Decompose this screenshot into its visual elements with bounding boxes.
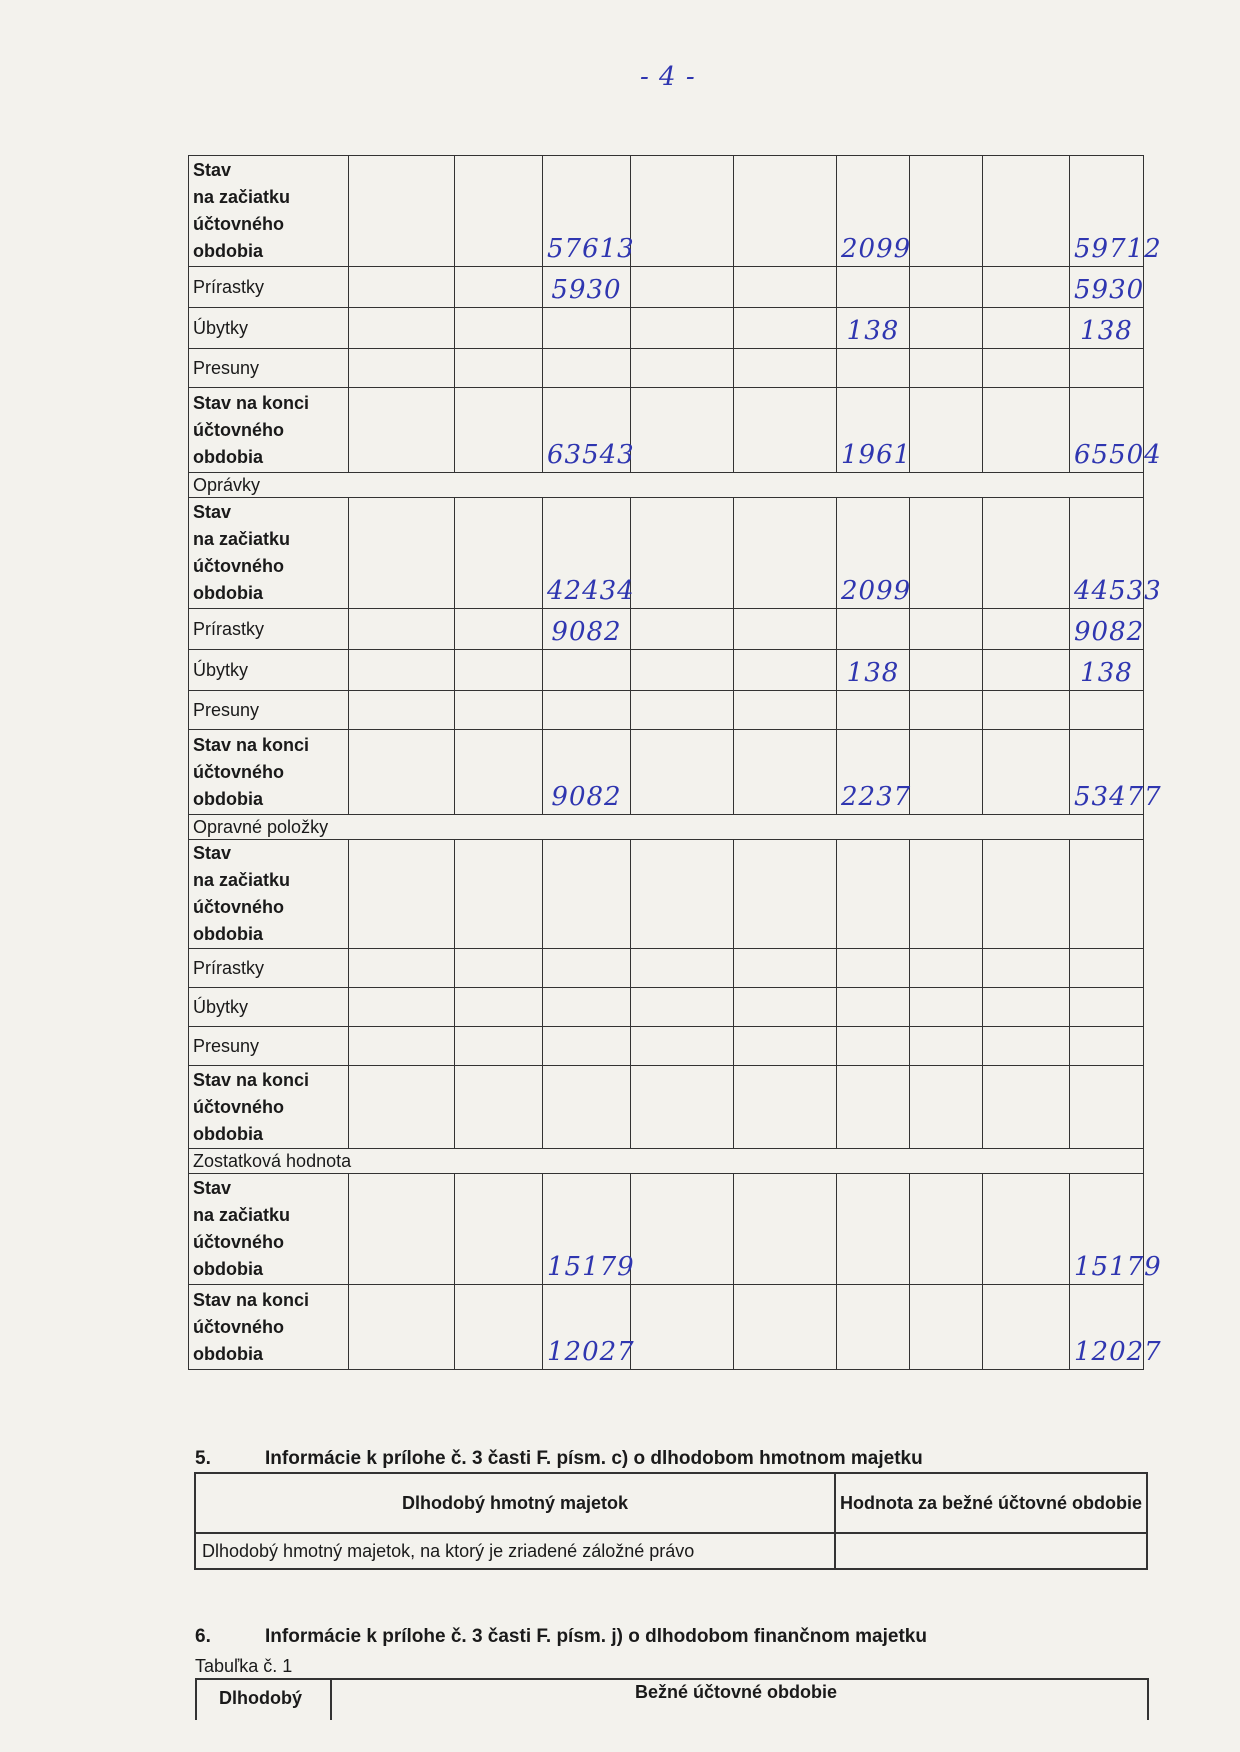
table-cell [837,840,910,949]
table-cell [349,840,455,949]
table-cell [543,609,631,650]
table-cell [837,1174,910,1285]
table-cell [983,609,1070,650]
table-cell [455,840,543,949]
table-cell [734,949,837,988]
table-cell [1070,691,1144,730]
row-label-prirastky: Prírastky [189,267,349,308]
table-cell [455,388,543,473]
value-cell: 1961 [841,440,912,470]
section6-table-header [195,1678,1149,1720]
table-row [189,609,1144,650]
table-cell [910,949,983,988]
table-cell [631,730,734,815]
table-cell [910,156,983,267]
row-label-stav-konci: Stav na konci účtovného obdobia [189,388,349,473]
table-cell [983,498,1070,609]
table-cell [910,609,983,650]
table-cell [631,1285,734,1370]
table-cell [631,988,734,1027]
table-cell [349,349,455,388]
table-cell [983,267,1070,308]
table-cell [734,691,837,730]
table-cell [983,730,1070,815]
table-cell [631,691,734,730]
table-cell [1070,1285,1162,1370]
row-label-presuny: Presuny [189,1027,349,1066]
row-label-prirastky: Prírastky [189,949,349,988]
table-cell [631,609,734,650]
table-row [189,1285,1144,1370]
table-cell [837,1066,910,1149]
table-cell [455,949,543,988]
table-cell [543,730,631,815]
table-row [189,650,1144,691]
value-cell: 53477 [1074,782,1162,812]
table-cell [543,988,631,1027]
value-cell: 9082 [551,782,622,812]
section-row [189,1149,1144,1174]
table-cell [349,308,455,349]
table-cell [983,349,1070,388]
table-cell [1070,840,1144,949]
table-cell [734,388,837,473]
table-cell [983,1285,1070,1370]
table-row [189,988,1144,1027]
table-cell [837,156,910,267]
row-label-stav-konci: Stav na konci účtovného obdobia [189,1285,349,1370]
table-cell [1070,650,1144,691]
table-cell [455,1174,543,1285]
table-cell [631,156,734,267]
value-cell: 65504 [1074,440,1162,470]
row-label-stav-zaciatok: Stav na začiatku účtovného obdobia [189,840,349,949]
row-label-stav-zaciatok: Stav na začiatku účtovného obdobia [189,1174,349,1285]
value-cell: 15179 [1074,1252,1162,1282]
section5-row-value [835,1533,1147,1569]
table-cell [455,1066,543,1149]
table-cell [631,267,734,308]
table-cell [455,730,543,815]
table-row [189,730,1144,815]
table-cell [983,949,1070,988]
section6-col-header-dlhodoby: Dlhodobý [219,1688,302,1708]
table-cell [455,498,543,609]
value-cell: 5930 [1074,275,1145,305]
table-cell [734,609,837,650]
table-cell [837,730,910,815]
table-cell [837,388,910,473]
table-cell [349,988,455,1027]
asset-movement-table [188,155,1162,1370]
table-row [189,267,1144,308]
table-cell [543,349,631,388]
section-row [189,815,1144,840]
table-cell [349,650,455,691]
table-cell [349,1174,455,1285]
table-cell [543,691,631,730]
value-cell: 12027 [547,1337,635,1367]
table-cell [349,609,455,650]
table-cell [910,988,983,1027]
table-cell [349,691,455,730]
table-cell [734,988,837,1027]
table-cell [543,650,631,691]
table-cell [631,349,734,388]
table-row [189,1174,1144,1285]
row-label-stav-zaciatok: Stav na začiatku účtovného obdobia [189,156,349,267]
table-cell [734,840,837,949]
table-cell [837,1285,910,1370]
table-cell [543,498,635,609]
table-cell [543,267,631,308]
table-cell [983,840,1070,949]
table-cell [734,156,837,267]
table-cell [455,650,543,691]
table-cell [455,156,543,267]
row-label-stav-konci: Stav na konci účtovného obdobia [189,1066,349,1149]
value-cell: 138 [1080,316,1133,346]
table-row [189,388,1144,473]
table-cell [910,498,983,609]
table-cell [1070,498,1162,609]
page-number: - 4 - [640,62,696,92]
table-cell [734,650,837,691]
table-cell [631,650,734,691]
table-row [189,1027,1144,1066]
table-cell [631,1027,734,1066]
table-cell [983,156,1070,267]
value-cell: 138 [846,658,900,688]
table-row [189,498,1144,609]
table-cell [734,498,837,609]
value-cell: 63543 [547,440,635,470]
table-row [189,691,1144,730]
value-cell: 9082 [551,617,622,647]
table-cell [543,308,631,349]
table-cell [837,949,910,988]
table-cell [837,1027,910,1066]
table-cell [983,691,1070,730]
row-label-ubytky: Úbytky [189,308,349,349]
table-cell [1070,349,1144,388]
table-cell [1070,1027,1144,1066]
table-cell [543,1285,635,1370]
section5-heading: 5. Informácie k prílohe č. 3 časti F. písm. c) o dlhodobom hmotnom majetku [195,1448,923,1469]
section5-table [194,1472,1148,1570]
table-cell [910,1027,983,1066]
table-cell [910,1285,983,1370]
value-cell: 12027 [1074,1337,1162,1367]
value-cell: 138 [1080,658,1133,688]
table-cell [837,691,910,730]
table-cell [349,388,455,473]
section5-col-header-asset: Dlhodobý hmotný majetok [195,1473,835,1533]
value-cell: 138 [846,316,900,346]
table-cell [631,388,734,473]
table-cell [543,156,635,267]
table-cell [837,308,910,349]
table-row [189,349,1144,388]
table-row [189,949,1144,988]
table-cell [349,267,455,308]
table-cell [983,1174,1070,1285]
value-cell: 59712 [1074,234,1162,264]
table-cell [734,1066,837,1149]
value-cell: 2099 [841,234,912,264]
section-heading-opravne-polozky: Opravné položky [189,815,1144,840]
table-cell [983,388,1070,473]
table-cell [837,609,910,650]
value-cell: 42434 [547,576,635,606]
table-cell [631,1066,734,1149]
table-cell [1070,267,1144,308]
table-cell [455,691,543,730]
table-cell [455,349,543,388]
table-cell [349,949,455,988]
table-cell [734,1174,837,1285]
table-cell [910,388,983,473]
table-cell [734,1027,837,1066]
table-cell [455,609,543,650]
table-cell [631,840,734,949]
table-caption: Tabuľka č. 1 [195,1656,293,1676]
table-cell [543,1174,635,1285]
section5-col-header-value: Hodnota za bežné účtovné obdobie [835,1473,1147,1533]
table-cell [910,308,983,349]
table-cell [983,1027,1070,1066]
table-cell [543,949,631,988]
table-cell [455,988,543,1027]
table-cell [631,1174,734,1285]
table-cell [910,650,983,691]
table-cell [837,267,910,308]
row-label-presuny: Presuny [189,691,349,730]
section-row [189,473,1144,498]
section-heading-zostatkova-hodnota: Zostatková hodnota [189,1149,1144,1174]
table-cell [349,1285,455,1370]
value-cell: 44533 [1074,576,1162,606]
table-cell [1070,988,1144,1027]
section5-row-label: Dlhodobý hmotný majetok, na ktorý je zriadené záložné právo [195,1533,835,1569]
table-cell [983,988,1070,1027]
table-cell [543,840,631,949]
table-cell [910,730,983,815]
table-cell [543,388,635,473]
table-cell [983,1066,1070,1149]
row-label-ubytky: Úbytky [189,650,349,691]
table-cell [1070,730,1162,815]
table-cell [837,498,910,609]
table-cell [455,308,543,349]
table-cell [910,840,983,949]
table-cell [1070,1066,1144,1149]
value-cell: 15179 [547,1252,635,1282]
section-heading-opravky: Oprávky [189,473,1144,498]
table-cell [837,349,910,388]
table-cell [734,308,837,349]
table-cell [1070,949,1144,988]
section6-heading: 6. Informácie k prílohe č. 3 časti F. písm. j) o dlhodobom finančnom majetku [195,1626,927,1647]
row-label-ubytky: Úbytky [189,988,349,1027]
table-cell [983,308,1070,349]
table-cell [455,1285,543,1370]
table-cell [910,1066,983,1149]
value-cell: 2237 [841,782,912,812]
table-cell [910,349,983,388]
table-cell [983,650,1070,691]
table-row [189,156,1144,267]
table-cell [631,308,734,349]
table-cell [349,498,455,609]
table-cell [910,1174,983,1285]
table-cell [837,650,910,691]
table-cell [349,1027,455,1066]
value-cell: 57613 [547,234,635,264]
table-cell [837,988,910,1027]
table-cell [455,1027,543,1066]
table-cell [1070,609,1144,650]
table-cell [543,1027,631,1066]
section6-col-header-bezne: Bežné účtovné obdobie [635,1682,838,1702]
table-cell [1070,1174,1162,1285]
table-cell [734,1285,837,1370]
table-cell [910,691,983,730]
table-cell [734,349,837,388]
table-cell [349,730,455,815]
table-cell [1070,156,1162,267]
value-cell: 5930 [551,275,622,305]
table-cell [631,498,734,609]
table-cell [1070,308,1144,349]
table-row [189,308,1144,349]
table-cell [349,1066,455,1149]
table-cell [734,267,837,308]
row-label-prirastky: Prírastky [189,609,349,650]
table-row [189,1066,1144,1149]
table-cell [1070,388,1162,473]
table-cell [455,267,543,308]
value-cell: 9082 [1074,617,1145,647]
table-cell [349,156,455,267]
table-cell [543,1066,631,1149]
value-cell: 2099 [841,576,912,606]
table-row [189,840,1144,949]
table-cell [910,267,983,308]
row-label-stav-zaciatok: Stav na začiatku účtovného obdobia [189,498,349,609]
table-cell [734,730,837,815]
row-label-presuny: Presuny [189,349,349,388]
row-label-stav-konci: Stav na konci účtovného obdobia [189,730,349,815]
table-cell [631,949,734,988]
